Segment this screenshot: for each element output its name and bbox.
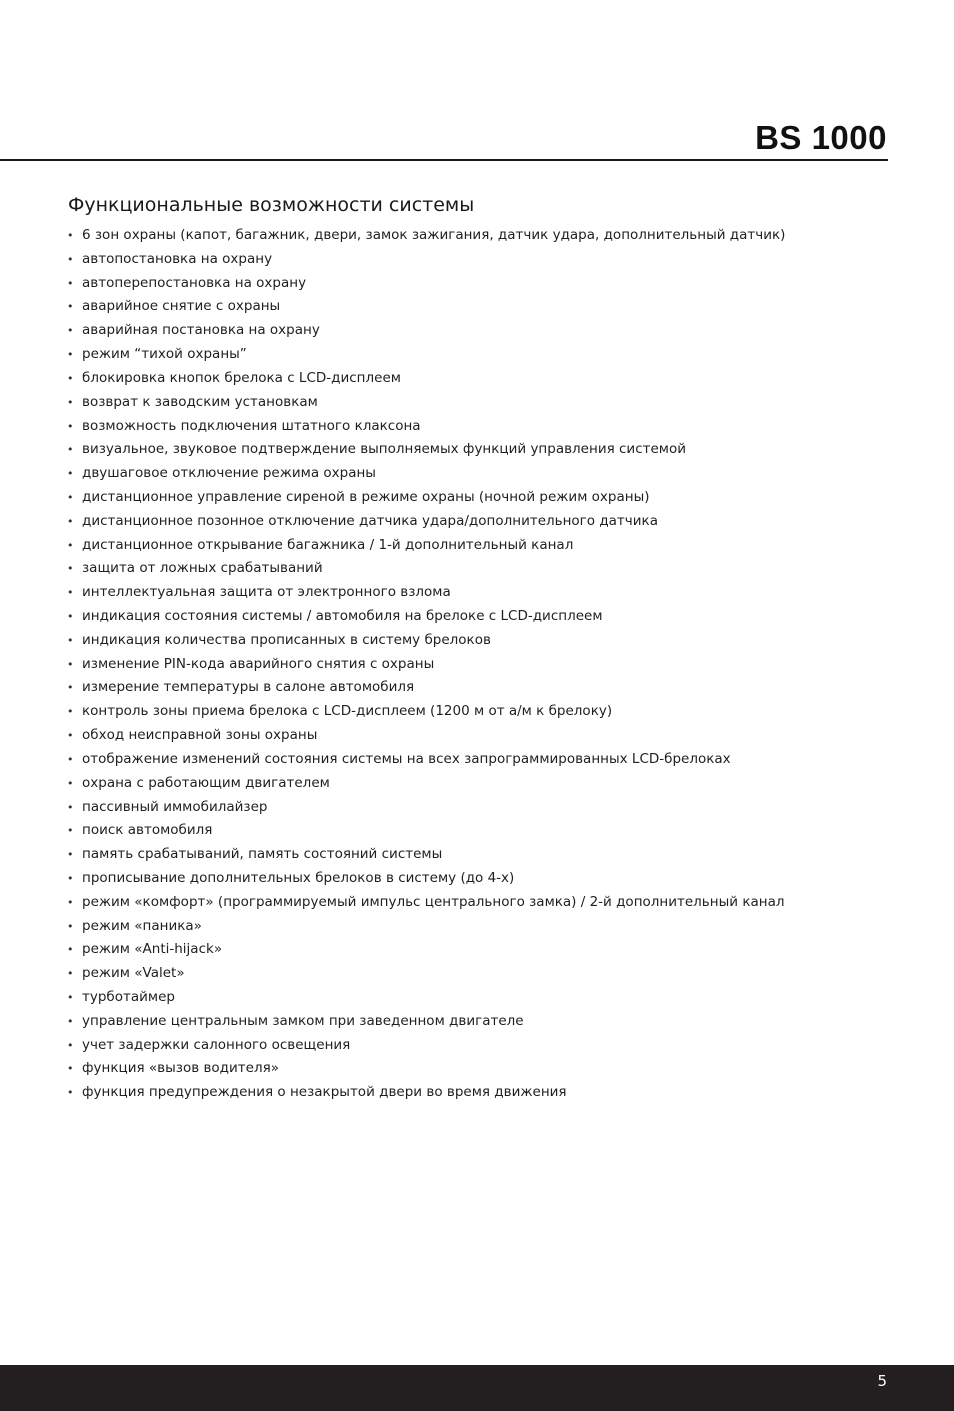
- bullet-icon: •: [67, 1062, 74, 1076]
- feature-item: [66, 676, 926, 700]
- header-divider: [0, 159, 888, 161]
- feature-item-text: двушаговое отключение режима охраны: [82, 465, 376, 482]
- bullet-icon: •: [67, 276, 74, 290]
- feature-item-text: режим «паника»: [82, 917, 202, 934]
- bullet-icon: •: [67, 562, 74, 576]
- feature-item-text: возврат к заводским установкам: [82, 393, 318, 410]
- bullet-icon: •: [67, 871, 74, 885]
- feature-item-text: индикация состояния системы / автомобиля на брелоке с LCD-дисплеем: [82, 608, 603, 624]
- feature-item: [66, 938, 926, 962]
- bullet-icon: •: [67, 443, 74, 457]
- feature-list: [66, 224, 926, 1105]
- bullet-icon: •: [67, 252, 74, 266]
- feature-item: [66, 962, 926, 986]
- feature-item-text: возможность подключения штатного клаксона: [82, 417, 421, 434]
- bullet-icon: •: [67, 395, 74, 409]
- bullet-icon: •: [67, 824, 74, 838]
- feature-item-text: прописывание дополнительных брелоков в систему (до 4-х): [82, 869, 515, 886]
- feature-item-text: поиск автомобиля: [82, 822, 213, 839]
- feature-item-text: автопостановка на охрану: [82, 250, 273, 267]
- feature-item-text: функция «вызов водителя»: [82, 1060, 279, 1077]
- feature-item: [66, 1034, 926, 1058]
- feature-item: [66, 248, 926, 272]
- bullet-icon: •: [67, 752, 74, 766]
- feature-item: [66, 272, 926, 296]
- feature-item: [66, 653, 926, 677]
- feature-item-text: учет задержки салонного освещения: [82, 1036, 351, 1053]
- bullet-icon: •: [67, 919, 74, 933]
- feature-item: [66, 605, 926, 629]
- bullet-icon: •: [67, 490, 74, 504]
- bullet-icon: •: [67, 419, 74, 433]
- feature-item-text: дистанционное позонное отключение датчика удара/дополнительного датчика: [82, 512, 658, 529]
- feature-item: [66, 700, 926, 724]
- feature-item: [66, 534, 926, 558]
- feature-item-text: режим «Anti-hijack»: [82, 941, 223, 958]
- bullet-icon: •: [67, 348, 74, 362]
- model-title: BS 1000: [755, 119, 887, 156]
- bullet-icon: •: [67, 967, 74, 981]
- feature-item: [66, 1010, 926, 1034]
- bullet-icon: •: [67, 1086, 74, 1100]
- feature-item: [66, 629, 926, 653]
- feature-item-text: защита от ложных срабатываний: [82, 560, 323, 577]
- bullet-icon: •: [67, 848, 74, 862]
- feature-item: [66, 295, 926, 319]
- bullet-icon: •: [67, 705, 74, 719]
- feature-item: [66, 986, 926, 1010]
- feature-item: [66, 486, 926, 510]
- feature-item-text: визуальное, звуковое подтверждение выполняемых функций управления системой: [82, 441, 687, 458]
- feature-item-text: дистанционное управление сиреной в режиме охраны (ночной режим охраны): [82, 488, 650, 505]
- feature-item: [66, 343, 926, 367]
- feature-item-text: дистанционное открывание багажника / 1-й дополнительный канал: [82, 536, 574, 553]
- feature-item-text: изменение PIN-кода аварийного снятия с охраны: [82, 655, 435, 672]
- feature-item: [66, 843, 926, 867]
- feature-item: [66, 867, 926, 891]
- bullet-icon: •: [67, 633, 74, 647]
- bullet-icon: •: [67, 1038, 74, 1052]
- feature-item-text: отображение изменений состояния системы на всех запрограммированных LCD-брелоках: [82, 750, 731, 767]
- feature-item: [66, 915, 926, 939]
- bullet-icon: •: [67, 229, 74, 242]
- bullet-icon: •: [67, 991, 74, 1004]
- feature-item-text: 6 зон охраны (капот, багажник, двери, замок зажигания, датчик удара, дополнительный датчик): [82, 227, 786, 243]
- feature-item: [66, 224, 926, 248]
- bullet-icon: •: [67, 657, 74, 671]
- bullet-icon: •: [67, 514, 74, 528]
- bullet-icon: •: [67, 610, 74, 623]
- bullet-icon: •: [67, 800, 74, 814]
- feature-item-text: режим “тихой охраны”: [82, 346, 247, 363]
- bullet-icon: •: [67, 1014, 74, 1028]
- feature-item-text: функция предупреждения о незакрытой двери во время движения: [82, 1084, 567, 1101]
- bullet-icon: •: [67, 300, 74, 314]
- feature-item: [66, 891, 926, 915]
- feature-item: [66, 1081, 926, 1105]
- feature-item-text: контроль зоны приема брелока с LCD-дисплеем (1200 м от а/м к брелоку): [82, 703, 613, 720]
- feature-item: [66, 724, 926, 748]
- feature-item: [66, 391, 926, 415]
- feature-item: [66, 319, 926, 343]
- bullet-icon: •: [67, 895, 74, 909]
- feature-item-text: индикация количества прописанных в систему брелоков: [82, 631, 491, 648]
- bullet-icon: •: [67, 681, 74, 695]
- feature-item: [66, 581, 926, 605]
- section-heading: Функциональные возможности системы: [68, 194, 475, 216]
- bullet-icon: •: [67, 371, 74, 385]
- feature-item: [66, 438, 926, 462]
- feature-item: [66, 510, 926, 534]
- feature-item: [66, 819, 926, 843]
- feature-item-text: режим «Valet»: [82, 965, 185, 982]
- bullet-icon: •: [67, 467, 74, 481]
- feature-item: [66, 462, 926, 486]
- feature-item-text: автоперепостановка на охрану: [82, 274, 307, 291]
- feature-item-text: аварийное снятие с охраны: [82, 298, 281, 315]
- footer-bar: [0, 1365, 954, 1411]
- feature-item: [66, 796, 926, 820]
- page-number: 5: [877, 1372, 887, 1390]
- bullet-icon: •: [67, 943, 74, 957]
- feature-item: [66, 367, 926, 391]
- feature-item-text: блокировка кнопок брелока с LCD-дисплеем: [82, 369, 401, 386]
- feature-item: [66, 557, 926, 581]
- feature-item-text: обход неисправной зоны охраны: [82, 727, 318, 744]
- feature-item-text: пассивный иммобилайзер: [82, 798, 268, 815]
- feature-item-text: измерение температуры в салоне автомобиля: [82, 679, 415, 696]
- feature-item-text: управление центральным замком при заведенном двигателе: [82, 1012, 524, 1029]
- feature-item-text: память срабатываний, память состояний системы: [82, 846, 443, 863]
- bullet-icon: •: [67, 538, 74, 552]
- feature-item-text: охрана с работающим двигателем: [82, 774, 330, 791]
- feature-item-text: интеллектуальная защита от электронного взлома: [82, 584, 451, 601]
- feature-item: [66, 772, 926, 796]
- feature-item: [66, 1057, 926, 1081]
- bullet-icon: •: [67, 729, 74, 743]
- feature-item-text: аварийная постановка на охрану: [82, 322, 320, 339]
- bullet-icon: •: [67, 586, 74, 600]
- feature-item: [66, 415, 926, 439]
- feature-item-text: режим «комфорт» (программируемый импульс центрального замка) / 2-й дополнительный канал: [82, 893, 785, 910]
- feature-item-text: турботаймер: [82, 989, 175, 1005]
- bullet-icon: •: [67, 324, 74, 338]
- feature-item: [66, 748, 926, 772]
- bullet-icon: •: [67, 776, 74, 790]
